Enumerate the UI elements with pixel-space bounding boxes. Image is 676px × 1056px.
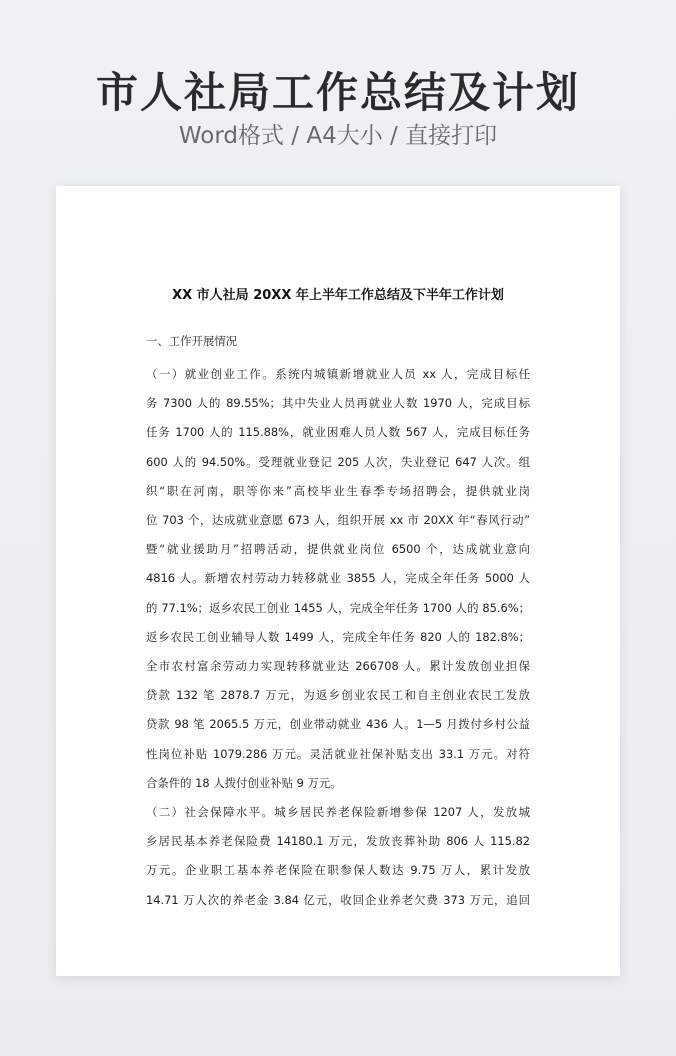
- paragraph-line: 14.71 万人次的养老金 3.84 亿元，收回企业养老欠费 373 万元，追回: [146, 892, 530, 907]
- paragraph-line: 600 人的 94.50%。受理就业登记 205 人次，失业登记 647 人次。组: [146, 454, 530, 469]
- document-title: XX 市人社局 20XX 年上半年工作总结及下半年工作计划: [172, 288, 504, 303]
- paragraph-line: 4816 人。新增农村劳动力转移就业 3855 人，完成全年任务 5000 人: [146, 571, 530, 586]
- paragraph-line: 返乡农民工创业辅导人数 1499 人，完成全年任务 820 人的 182.8%；: [146, 629, 530, 644]
- paragraph-line: 暨“就业援助月”招聘活动，提供就业岗位 6500 个，达成就业意向: [146, 542, 530, 557]
- paragraph-line: （一）就业创业工作。系统内城镇新增就业人员 xx 人，完成目标任: [146, 367, 530, 381]
- banner-title: 市人社局工作总结及计划: [95, 68, 580, 117]
- banner-subtitle: Word格式 / A4大小 / 直接打印: [178, 123, 498, 149]
- paragraph-line: 任务 1700 人的 115.88%，就业困难人员人数 567 人，完成目标任务: [146, 425, 530, 440]
- paragraph-line: 万元。企业职工基本养老保险在职参保人数达 9.75 万人，累计发放: [146, 863, 530, 878]
- paragraph-line: 务 7300 人的 89.55%；其中失业人员再就业人数 1970 人，完成目标: [146, 396, 530, 411]
- paragraph-line: 全市农村富余劳动力实现转移就业达 266708 人。累计发放创业担保: [146, 659, 530, 674]
- document-page: [56, 186, 620, 976]
- document-body: [146, 330, 530, 915]
- paragraph-line: 的 77.1%；返乡农民工创业 1455 人，完成全年任务 1700 人的 85.6%；: [146, 600, 530, 615]
- banner: [0, 0, 676, 186]
- paragraph-line: 合条件的 18 人拨付创业补贴 9 万元。: [146, 775, 342, 790]
- section-heading: 一、工作开展情况: [146, 334, 238, 348]
- paragraph-line: 位 703 个，达成就业意愿 673 人，组织开展 xx 市 20XX 年“春风行动”: [146, 513, 530, 528]
- paragraph-line: （二）社会保障水平。城乡居民养老保险新增参保 1207 人，发放城: [146, 805, 530, 820]
- paragraph-line: 性岗位补贴 1079.286 万元。灵活就业社保补贴支出 33.1 万元。对符: [146, 746, 530, 761]
- paragraph-line: 贷款 132 笔 2878.7 万元，为返乡创业农民工和自主创业农民工发放: [146, 688, 530, 703]
- paragraph-line: 贷款 98 笔 2065.5 万元，创业带动就业 436 人。1—5 月拨付乡村公益: [146, 717, 530, 732]
- paragraph-line: 乡居民基本养老保险费 14180.1 万元，发放丧葬补助 806 人 115.82: [146, 834, 530, 849]
- paragraph-line: 织“职在河南，职等你来”高校毕业生春季专场招聘会，提供就业岗: [146, 483, 530, 498]
